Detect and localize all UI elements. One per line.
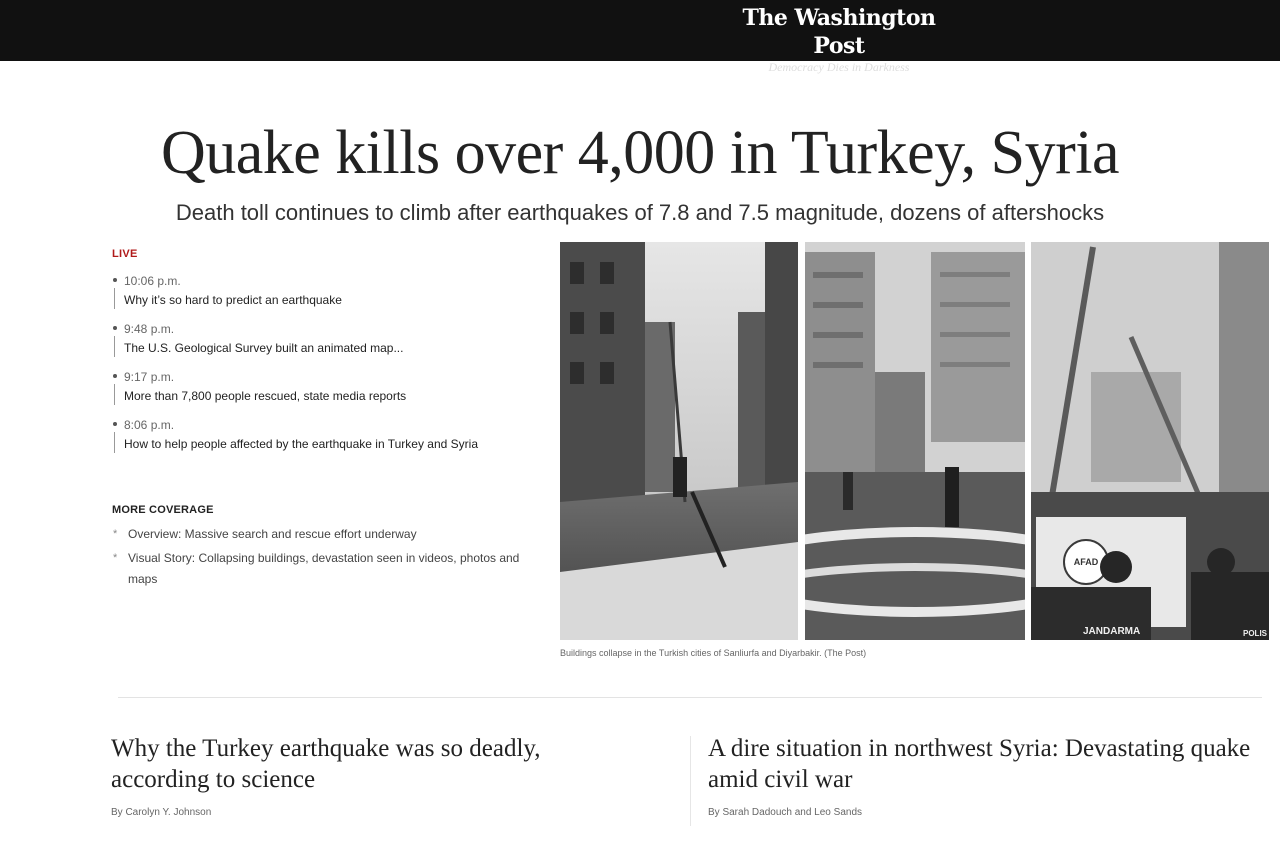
afad-label: AFAD — [1073, 557, 1099, 567]
photo-diyarbakir-square[interactable] — [805, 242, 1025, 640]
live-label: LIVE — [112, 248, 138, 260]
live-update-time: 9:17 p.m. — [124, 370, 175, 384]
photo-rescue-scene[interactable] — [1031, 242, 1269, 640]
more-coverage-label: MORE COVERAGE — [112, 504, 214, 516]
story-byline[interactable]: By Carolyn Y. Johnson — [111, 807, 212, 818]
live-update-link[interactable]: More than 7,800 people rescued, state media reports — [124, 389, 407, 403]
main-subhead: Death toll continues to climb after earthquakes of 7.8 and 7.5 magnitude, dozens of aftershocks — [175, 200, 1105, 225]
jandarma-label: JANDARMA — [1083, 626, 1141, 637]
section-divider — [118, 697, 1262, 698]
story-card[interactable] — [111, 733, 631, 818]
live-update-time: 9:48 p.m. — [124, 322, 175, 336]
live-update-link[interactable]: Why it’s so hard to predict an earthquake — [124, 293, 342, 307]
masthead — [0, 0, 1280, 74]
story-card[interactable] — [708, 733, 1268, 818]
polis-label: POLIS — [1243, 629, 1268, 638]
story-title[interactable]: A dire situation in northwest Syria: Devastating quake amid civil war — [708, 735, 1251, 793]
live-update-item[interactable] — [112, 320, 542, 359]
photo-caption: Buildings collapse in the Turkish cities of Sanliurfa and Diyarbakir. (The Post) — [560, 648, 867, 658]
live-update-item[interactable] — [112, 368, 542, 407]
main-headline[interactable]: Quake kills over 4,000 in Turkey, Syria — [160, 119, 1120, 187]
washington-post-logo[interactable] — [729, 4, 949, 74]
logo-tagline: Democracy Dies in Darkness — [768, 60, 910, 74]
more-coverage-link[interactable]: * Overview: Massive search and rescue effort underway — [112, 524, 542, 545]
logo-title[interactable]: The Washington Post — [742, 5, 936, 59]
live-updates-list — [112, 272, 542, 464]
photo-sanliurfa-street[interactable] — [560, 242, 798, 640]
live-update-time: 8:06 p.m. — [124, 418, 175, 432]
story-byline[interactable]: By Sarah Dadouch and Leo Sands — [708, 807, 862, 818]
more-coverage-link[interactable]: * Visual Story: Collapsing buildings, devastation seen in videos, photos and maps — [112, 548, 542, 590]
more-coverage-list — [112, 524, 542, 593]
live-update-time: 10:06 p.m. — [124, 274, 181, 288]
column-divider — [690, 736, 691, 826]
story-title[interactable]: Why the Turkey earthquake was so deadly, according to science — [111, 735, 541, 793]
live-update-link[interactable]: How to help people affected by the earthquake in Turkey and Syria — [124, 437, 479, 451]
live-update-item[interactable] — [112, 416, 542, 455]
live-update-link[interactable]: The U.S. Geological Survey built an animated map... — [124, 341, 404, 355]
live-update-item[interactable] — [112, 272, 542, 311]
